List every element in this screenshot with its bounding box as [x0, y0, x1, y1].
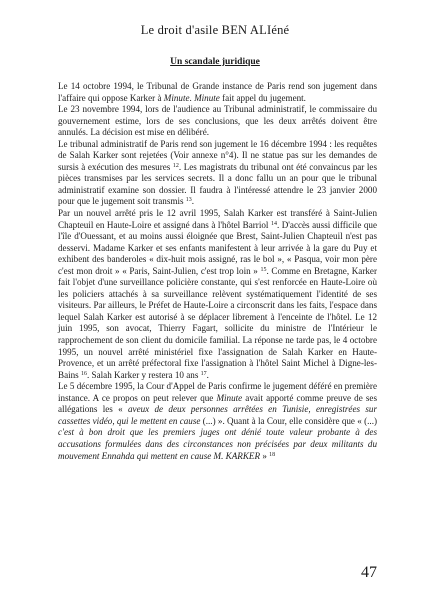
footnote-ref: 14	[270, 220, 277, 227]
text-run: .	[189, 92, 195, 103]
text-run: Le 5 décembre 1995, la Cour d'Appel de Paris confirme le jugement déféré en première instance. A ce propos on peut relever que	[58, 381, 377, 403]
footnote-ref: 16	[81, 370, 87, 377]
text-run: Le 14 octobre 1994, le Tribunal de Grande instance de Paris rend son jugement dans l'affaire qui oppose Karker à	[58, 81, 377, 103]
text-run: . Salah Karker y restera 10 ans	[87, 369, 201, 380]
italic-run: aveux de deux personnes arrêtées en Tunisie, enregistrées sur cassettes vidéo, qui le mettent en cause	[58, 404, 377, 426]
text-run: .	[191, 196, 195, 207]
paragraph-3	[58, 139, 377, 208]
section-title: Un scandale juridique	[170, 57, 260, 67]
body-text	[58, 81, 377, 462]
italic-run: Minute	[216, 392, 243, 403]
page-number: 47	[361, 564, 377, 581]
text-run: fait appel du jugement.	[219, 92, 306, 103]
footnote-ref: 12	[172, 162, 179, 169]
italic-run: Minute	[194, 92, 220, 103]
paragraph-1	[58, 81, 377, 104]
text-run: »	[260, 450, 270, 461]
text-run: .	[206, 369, 209, 380]
text-run: . D'accès aussi difficile que l'île d'Ouessant, et au moins aussi éloignée que Brest, Saint-Julien Chapteuil n'est pas desservi. Madame Karker et ses enfants manifestent à leur arrivée à la gare du Puy et exhibent des banderoles « dix-huit mois assigné, ras le bol », « Pasqua, voir mon père c'est mon droit » « Paris, Saint-Julien, c'est trop loin »	[58, 219, 377, 276]
text-run: . Les magistrats du tribunal ont été convaincus par les pièces transmises par les services secrets. Il a donc fallu un an pour que le tribunal administratif examine son dossier. Il faudra à l'intéressé attendre le 23 janvier 2000 pour que le jugement soit transmis	[58, 161, 377, 207]
text-run: Par un nouvel arrêté pris le 12 avril 1995, Salah Karker est transféré à Saint-Julien Chapteuil en Haute-Loire et assigné dans à l'hôtel Barriol	[58, 208, 377, 230]
text-run: avait apporté comme preuve de ses allégations les «	[58, 392, 377, 415]
footnote-ref: 15	[260, 266, 267, 273]
italic-run: Minute	[163, 92, 190, 103]
running-head: Le droit d'asile BEN ALIéné	[140, 23, 290, 37]
italic-run: c'est à bon droit que les premiers juges ont dénié toute valeur probante à des accusations formulées dans des circonstances non précisées par deux militants du mouvement Ennahda qui mettent en cause M. KARKER	[58, 427, 377, 461]
text-run: (...) ». Quant à la Cour, elle considère que « (...)	[200, 415, 378, 426]
footnote-ref: 13	[185, 197, 192, 204]
paragraph-5	[58, 381, 377, 462]
paragraph-4	[58, 208, 377, 381]
text-run: Le tribunal administratif de Paris rend son jugement le 16 décembre 1994 : les requêtes de Salah Karker sont rejetées (Voir annexe n°4). Il ne statue pas sur les demandes de sursis à exécution des mesures	[58, 138, 377, 172]
text-run: . Comme en Bretagne, Karker fait l'objet d'une surveillance policière constante, qui s'est renforcée en Haute-Loire où les policiers attachés à sa surveillance relèvent systématiquement l'identité de ses visiteurs. Par ailleurs, le Préfet de Haute-Loire a circonscrit dans les faits, l'espace dans lequel Salah Karker est autorisé à se déplacer librement à l'enceinte de l'hôtel. Le 12 juin 1995, son avocat, Thierry Fagart, sollicite du ministre de l'Intérieur le rapprochement de son client du domicile familial. La réponse ne tarde pas, le 4 octobre 1995, un nouvel arrêté ministériel fixe l'assignation de Salah Karker en Haute-Provence, et un arrêté préfectoral fixe l'assignation à l'hôtel Saint Michel à Digne-les-Bains	[58, 265, 377, 380]
paragraph-2: Le 23 novembre 1994, lors de l'audience au Tribunal administratif, le commissaire du gouvernement estime, lors de ses conclusions, que les deux arrêtés doivent être annulés. La décision est mise en délibéré.	[58, 104, 377, 138]
footnote-ref: 17	[200, 370, 207, 377]
footnote-ref: 18	[269, 451, 276, 458]
